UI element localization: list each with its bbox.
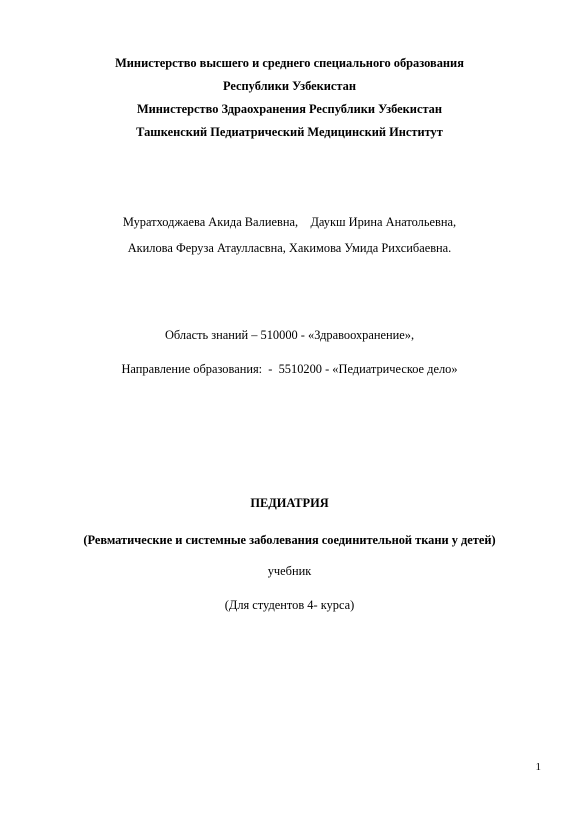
ministry-higher-education: Министерство высшего и среднего специального образования (115, 56, 464, 70)
ministry-health: Министерство Здраохранения Республики Узбекистан (136, 102, 443, 116)
document-subtitle: (Ревматические и системные заболевания соединительной ткани у детей) (83, 533, 496, 547)
authors-line-2: Акилова Феруза Атаулласвна, Хакимова Умида Рихсибаевна. (127, 241, 452, 255)
authors-line-1: Муратходжаева Акида Валиевна, Даукш Ирина Анатольевна, (122, 215, 457, 229)
education-direction: Направление образования: - 5510200 - «Педиатрическое дело» (121, 362, 458, 376)
institute-name: Ташкенский Педиатрический Медицинский Институт (136, 125, 443, 139)
republic-uzbekistan: Республики Узбекистан (222, 79, 357, 93)
document-title: ПЕДИАТРИЯ (250, 496, 329, 510)
page-number: 1 (535, 761, 541, 773)
document-type: учебник (267, 564, 312, 578)
target-audience: (Для студентов 4- курса) (224, 598, 355, 612)
field-of-knowledge: Область знаний – 510000 - «Здравоохранение», (164, 328, 415, 342)
